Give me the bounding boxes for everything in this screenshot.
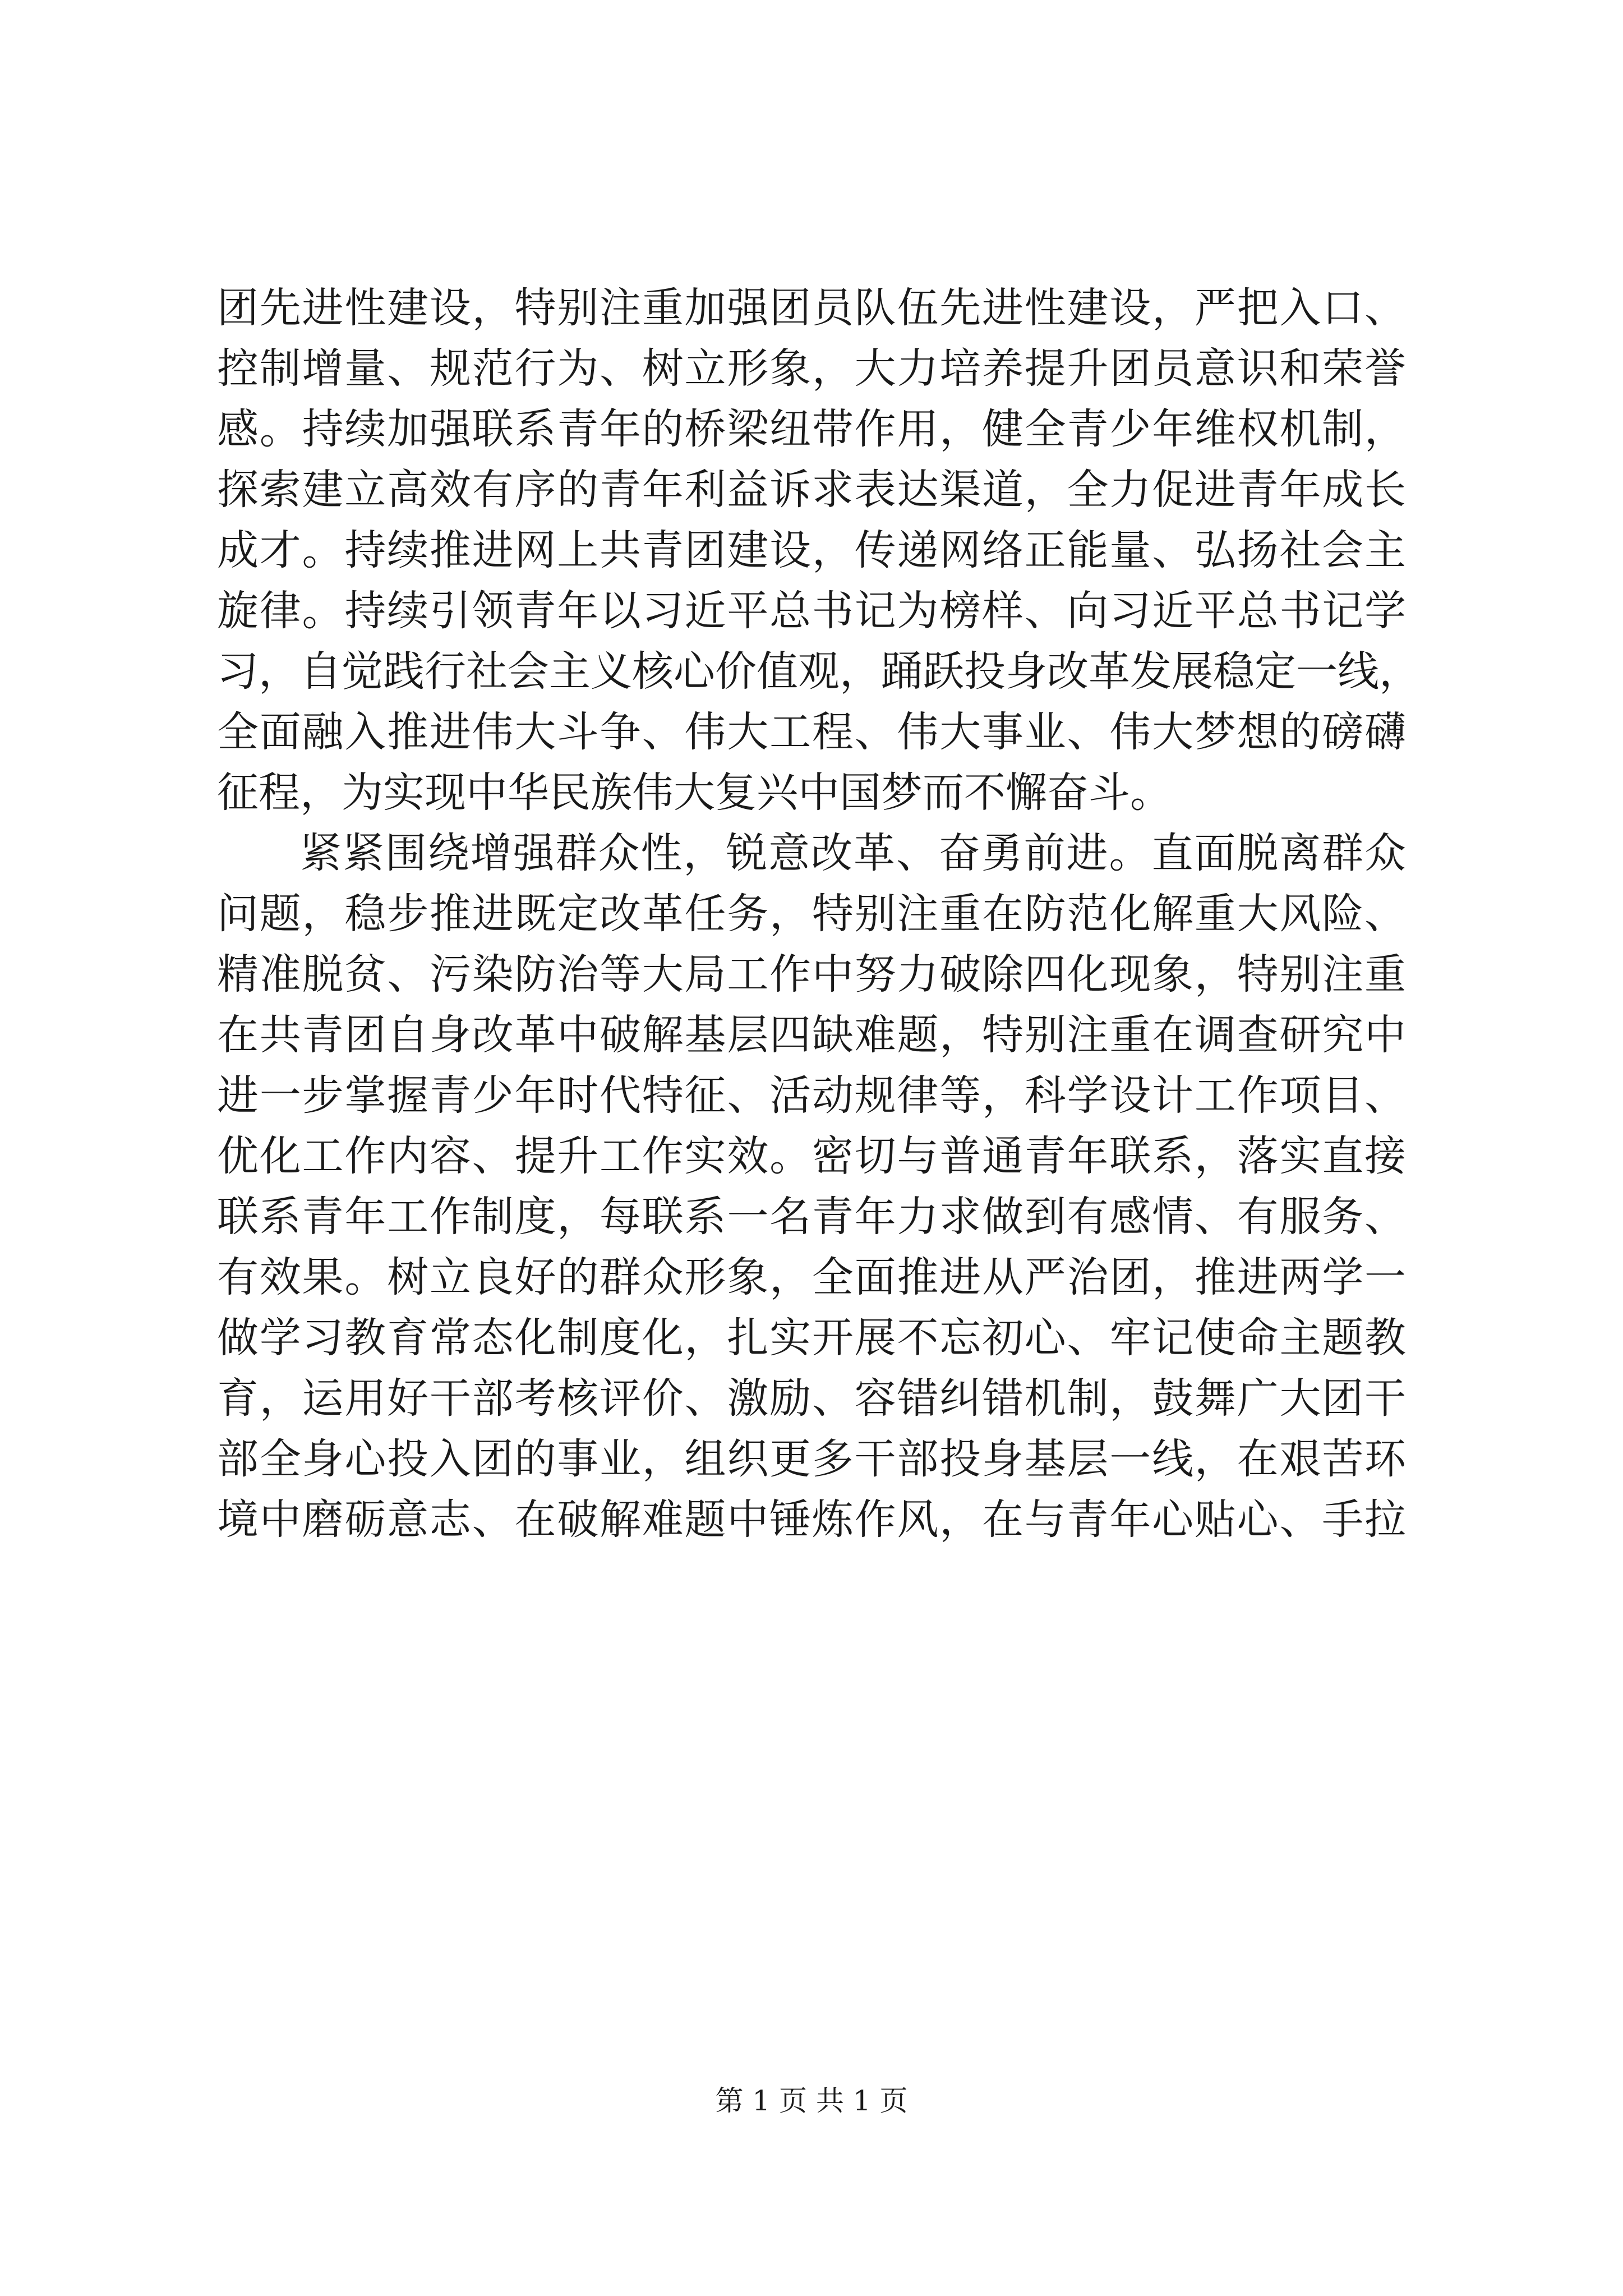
page-footer [0,2081,1623,2120]
text-line: 成才。持续推进网上共青团建设，传递网络正能量、弘扬社会主 [217,526,1406,574]
text-line: 优化工作内容、提升工作实效。密切与普通青年联系，落实直接 [217,1132,1406,1180]
text-line: 有效果。树立良好的群众形象，全面推进从严治团，推进两学一 [217,1253,1406,1301]
text-line: 境中磨砺意志、在破解难题中锤炼作风，在与青年心贴心、手拉 [217,1496,1406,1544]
text-line: 紧紧围绕增强群众性，锐意改革、奋勇前进。直面脱离群众 [300,829,1406,877]
paragraph-1 [217,278,1421,823]
text-line: 探索建立高效有序的青年利益诉求表达渠道，全力促进青年成长 [217,466,1406,514]
paragraph-2 [217,823,1406,1550]
text-line: 精准脱贫、污染防治等大局工作中努力破除四化现象，特别注重 [217,950,1406,999]
text-line: 控制增量、规范行为、树立形象，大力培养提升团员意识和荣誉 [217,344,1406,393]
text-line: 团先进性建设，特别注重加强团员队伍先进性建设，严把入口、 [217,284,1406,332]
text-line: 征程，为实现中华民族伟大复兴中国梦而不懈奋斗。 [217,769,1172,817]
page-number-label: 第 1 页 共 1 页 [715,2085,908,2117]
text-line: 旋律。持续引领青年以习近平总书记为榜样、向习近平总书记学 [217,587,1406,635]
text-line: 联系青年工作制度，每联系一名青年力求做到有感情、有服务、 [217,1193,1406,1241]
text-line: 习，自觉践行社会主义核心价值观，踊跃投身改革发展稳定一线， [217,647,1421,696]
text-line: 感。持续加强联系青年的桥梁纽带作用，健全青少年维权机制， [217,405,1406,453]
text-line: 做学习教育常态化制度化，扎实开展不忘初心、牢记使命主题教 [217,1314,1406,1362]
text-line: 部全身心投入团的事业，组织更多干部投身基层一线，在艰苦环 [217,1435,1406,1483]
text-line: 在共青团自身改革中破解基层四缺难题，特别注重在调查研究中 [217,1011,1406,1059]
text-line: 全面融入推进伟大斗争、伟大工程、伟大事业、伟大梦想的磅礴 [217,708,1406,756]
text-line: 问题，稳步推进既定改革任务，特别注重在防范化解重大风险、 [217,890,1406,938]
body-text [217,278,1421,1550]
text-line: 进一步掌握青少年时代特征、活动规律等，科学设计工作项目、 [217,1071,1406,1120]
text-line: 育，运用好干部考核评价、激励、容错纠错机制，鼓舞广大团干 [217,1374,1406,1423]
